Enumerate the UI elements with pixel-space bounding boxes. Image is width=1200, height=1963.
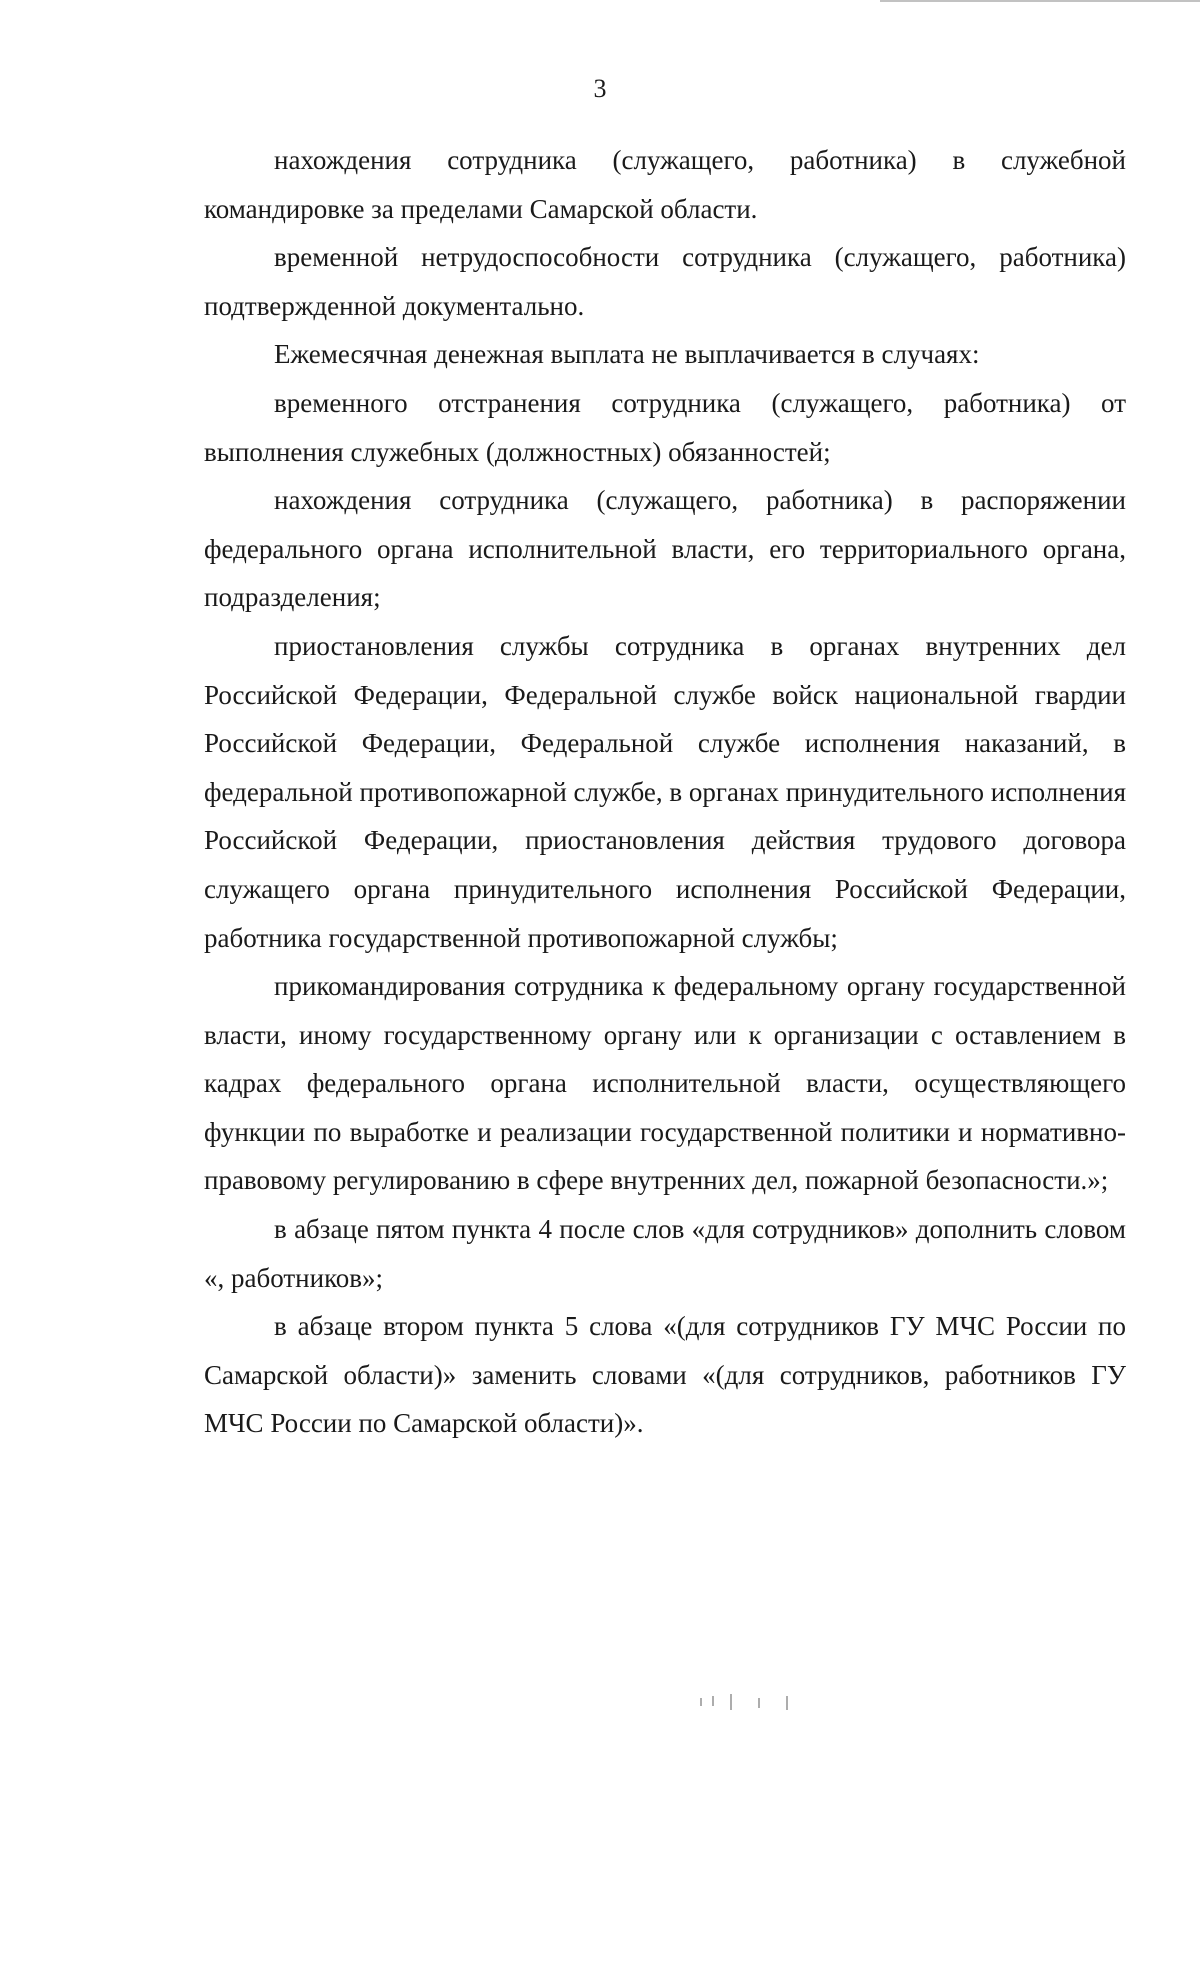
paragraph-at-disposal: нахождения сотрудника (служащего, работника) в распоряжении федерального органа исполнительной власти, его территориального органа, подразделения;	[204, 485, 1126, 613]
paragraph-secondment: прикомандирования сотрудника к федеральному органу государственной власти, иному государственному органу или к организации с оставлением в кадрах федерального органа исполнительной власти, осуществляющего функции по выработке и реализации государственной политики и нормативно-правовому регулированию в сфере внутренних дел, пожарной безопасности.»;	[204, 971, 1126, 1196]
paragraph-temporary-disability: временной нетрудоспособности сотрудника (служащего, работника) подтвержденной документально.	[204, 242, 1126, 321]
scan-specks	[700, 1692, 840, 1716]
page-number: 3	[593, 74, 607, 103]
document-body	[204, 136, 1126, 1448]
paragraph-amendment-point-5: в абзаце втором пункта 5 слова «(для сотрудников ГУ МЧС России по Самарской области)» заменить словами «(для сотрудников, работников ГУ МЧС России по Самарской области)».	[204, 1311, 1126, 1439]
paragraph-service-suspension: приостановления службы сотрудника в органах внутренних дел Российской Федерации, Федеральной службе войск национальной гвардии Российской Федерации, Федеральной службе исполнения наказаний, в федеральной противопожарной службе, в органах принудительного исполнения Российской Федерации, приостановления действия трудового договора служащего органа принудительного исполнения Российской Федерации, работника государственной противопожарной службы;	[204, 630, 1126, 953]
paragraph-business-trip: нахождения сотрудника (служащего, работника) в служебной командировке за пределами Самарской области.	[204, 145, 1126, 224]
paragraph-amendment-point-4: в абзаце пятом пункта 4 после слов «для сотрудников» дополнить словом «, работников»;	[204, 1214, 1126, 1293]
scan-edge-line	[880, 0, 1200, 2]
paragraph-payment-not-made-intro: Ежемесячная денежная выплата не выплачивается в случаях:	[274, 339, 980, 370]
paragraph-temporary-suspension: временного отстранения сотрудника (служащего, работника) от выполнения служебных (должностных) обязанностей;	[204, 387, 1126, 467]
